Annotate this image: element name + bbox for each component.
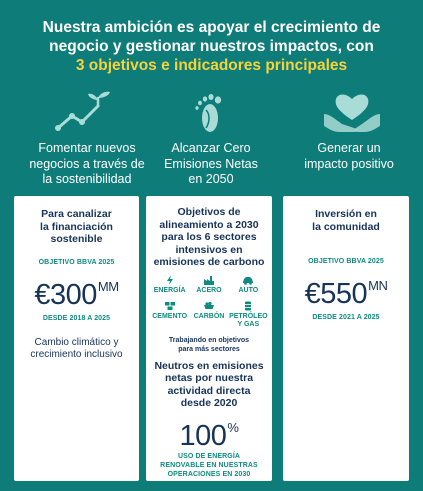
card-description: Cambio climático y crecimiento inclusivo [30, 336, 123, 360]
lightning-icon [164, 275, 176, 285]
column-title-business: Fomentar nuevos negocios a través de la sostenibilidad [29, 141, 145, 186]
card-net-zero [146, 196, 272, 481]
footprint-leaf-icon [180, 88, 244, 136]
mine-cart-icon [203, 301, 215, 311]
growth-chart-sprout-icon [54, 88, 118, 136]
period-label: DESDE 2021 A 2025 [312, 314, 380, 321]
big-value: $€300^{MM}$ [34, 278, 119, 311]
title-line-1: Nuestra ambición es apoyar el crecimiento de [42, 19, 381, 36]
title-highlight: 3 objetivos e indicadores principales [75, 57, 348, 74]
value-unit: MM [97, 278, 119, 294]
period-label: DESDE 2018 A 2025 [42, 314, 111, 322]
factory-icon [203, 275, 215, 285]
sector-steel: ACERO [189, 275, 228, 295]
car-icon [242, 275, 254, 285]
card-sustainable-finance [14, 196, 139, 481]
sector-oil-gas: PETRÓLEO Y GAS [229, 301, 268, 329]
big-value: 100% [179, 419, 239, 452]
sector-cement: CEMENTO [150, 301, 189, 329]
heart-hands-icon [320, 88, 384, 136]
objective-label: OBJETIVO BBVA 2025 [38, 258, 115, 266]
card-community-investment [283, 196, 409, 481]
working-note: Trabajando en objetivos para más sectores [168, 336, 250, 353]
value-unit: % [227, 419, 239, 435]
card-heading: Para canalizar la financiación sostenible [40, 208, 113, 245]
renewable-note: USO DE ENERGÍA RENOVABLE EN NUESTRAS OPERACIONES EN 2030 [160, 452, 258, 478]
title-line-2: negocio y gestionar nuestros impactos, con [49, 38, 374, 55]
objective-label: OBJETIVO BBVA 2025 [308, 258, 384, 265]
page-title [0, 18, 423, 75]
oil-barrel-icon [242, 301, 254, 311]
sector-auto: AUTO [229, 275, 268, 295]
sector-coal: CARBÓN [189, 301, 228, 329]
value-unit: MN [368, 278, 388, 293]
bricks-icon [164, 301, 176, 311]
card-heading: Objetivos de alineamiento a 2030 para los 6 sectores intensivos en emisiones de carbono [153, 206, 265, 268]
column-title-emissions: Alcanzar Cero Emisiones Netas en 2050 [164, 141, 258, 186]
sector-grid [150, 275, 268, 329]
column-title-impact: Generar un impacto positivo [304, 141, 394, 171]
neutral-heading: Neutros en emisiones netas por nuestra actividad directa desde 2020 [154, 359, 264, 409]
sector-energy: ENERGÍA [150, 275, 189, 295]
card-heading: Inversión en la comunidad [312, 208, 380, 233]
big-value: $€550^{MN}$ [304, 278, 388, 310]
